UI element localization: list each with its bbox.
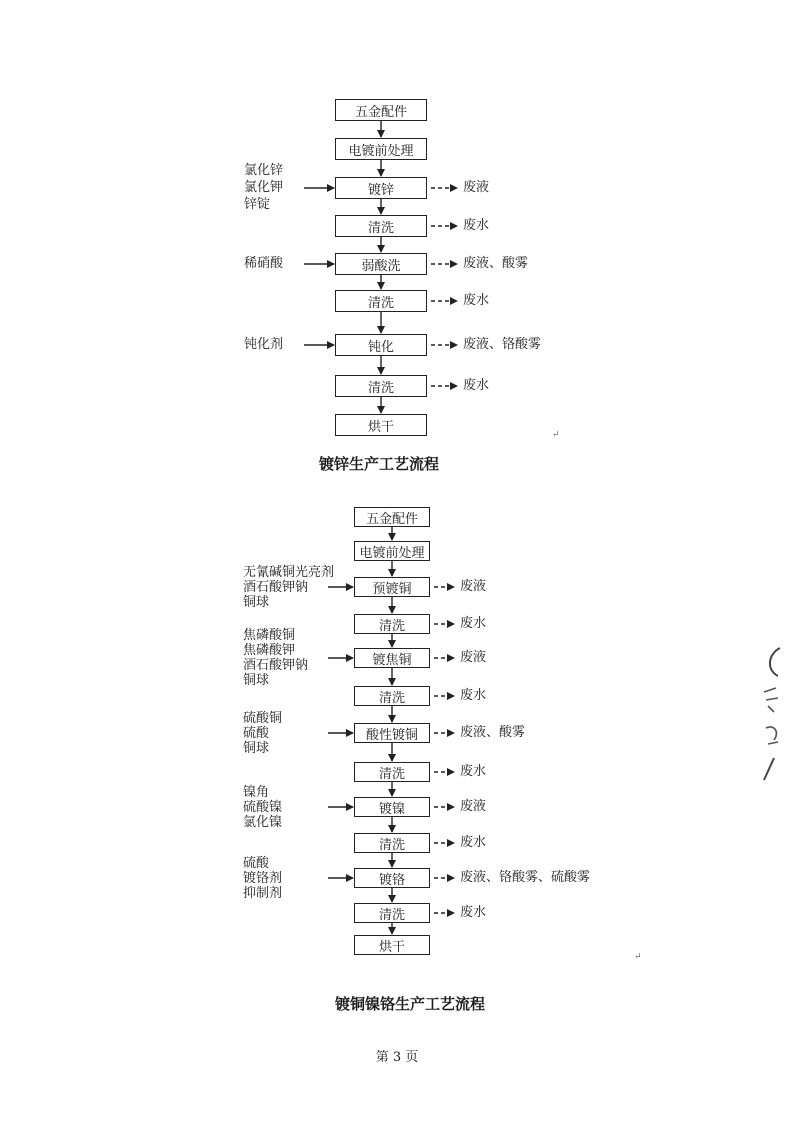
process-step-box	[335, 177, 427, 199]
process-step-box	[354, 507, 430, 527]
output-label: 废液	[460, 799, 487, 814]
process-step-label: 钝化	[367, 339, 394, 355]
scan-edge-stamp-fragment	[756, 640, 788, 790]
process-step-label: 镀镍	[378, 801, 405, 817]
output-label: 废液	[460, 579, 487, 594]
output-label: 废水	[463, 218, 490, 233]
page-number: 第 3 页	[375, 1050, 419, 1065]
input-material-item: 铜球	[243, 673, 270, 688]
input-materials	[243, 856, 282, 901]
input-materials	[243, 565, 334, 610]
process-step-label: 清洗	[378, 837, 405, 853]
input-material-item: 氯化锌	[244, 162, 284, 178]
process-step-label: 清洗	[367, 220, 394, 236]
output-label: 废液、酸雾	[460, 725, 526, 740]
process-step-box	[335, 138, 427, 160]
input-material-item: 焦磷酸铜	[243, 628, 296, 643]
process-step-box	[354, 935, 430, 955]
input-material-item: 硫酸	[243, 725, 270, 741]
process-step-box	[335, 290, 427, 312]
process-step-label: 酸性镀铜	[365, 727, 418, 743]
input-material-item: 稀硝酸	[244, 255, 284, 271]
process-step-box	[354, 797, 430, 817]
process-step-box	[354, 762, 430, 782]
process-step-box	[354, 868, 430, 888]
output-label: 废水	[460, 616, 487, 631]
input-material-item: 镀铬剂	[243, 870, 283, 886]
process-step-box	[354, 723, 430, 743]
output-label: 废水	[463, 378, 490, 393]
output-label: 废水	[460, 835, 487, 850]
process-step-label: 电镀前处理	[359, 545, 425, 561]
output-label: 废水	[463, 293, 490, 308]
output-label: 废水	[460, 688, 487, 703]
input-materials	[244, 337, 283, 354]
process-step-box	[335, 375, 427, 397]
process-step-label: 镀焦铜	[372, 652, 412, 668]
process-step-box	[335, 334, 427, 356]
input-material-item: 镍角	[243, 784, 270, 800]
process-step-label: 烘干	[367, 419, 394, 435]
process-step-box	[354, 833, 430, 853]
process-step-box	[335, 215, 427, 237]
output-label: 废液、铬酸雾、硫酸雾	[460, 870, 591, 885]
process-step-label: 清洗	[378, 618, 405, 634]
process-step-label: 清洗	[367, 295, 394, 311]
input-material-item: 无氰碱铜光亮剂	[243, 564, 335, 580]
input-materials	[243, 711, 282, 756]
scan-artifact-mark: ↵	[634, 952, 642, 962]
process-step-label: 镀锌	[367, 182, 394, 198]
process-step-label: 预镀铜	[372, 581, 412, 597]
copper-nickel-chrome-process-caption: 镀铜镍铬生产工艺流程	[334, 995, 486, 1013]
output-label: 废液	[463, 180, 490, 195]
process-step-box	[335, 253, 427, 275]
process-step-label: 五金配件	[354, 104, 407, 120]
process-step-label: 清洗	[378, 907, 405, 923]
input-material-item: 氯化钾	[244, 179, 284, 195]
output-label: 废液	[460, 650, 487, 665]
process-step-label: 镀铬	[378, 872, 405, 888]
input-material-item: 铜球	[243, 740, 270, 756]
process-step-box	[335, 99, 427, 121]
scan-artifact-mark: ↵	[552, 430, 560, 440]
process-step-box	[354, 614, 430, 634]
input-materials	[244, 163, 283, 214]
process-step-label: 电镀前处理	[348, 143, 414, 159]
process-step-box	[354, 686, 430, 706]
input-material-item: 硫酸	[243, 855, 270, 871]
input-material-item: 铜球	[243, 594, 270, 610]
output-label: 废液、铬酸雾	[463, 337, 542, 352]
input-material-item: 硫酸铜	[243, 710, 283, 726]
process-step-label: 五金配件	[365, 511, 418, 527]
zinc-process-caption: 镀锌生产工艺流程	[318, 455, 440, 473]
output-label: 废水	[460, 764, 487, 779]
process-step-label: 烘干	[378, 939, 405, 955]
input-material-item: 焦磷酸钾	[243, 643, 296, 658]
input-material-item: 抑制剂	[243, 885, 283, 901]
input-materials	[243, 785, 282, 830]
process-step-box	[354, 903, 430, 923]
output-label: 废液、酸雾	[463, 256, 529, 271]
input-material-item: 氯化镍	[243, 814, 283, 830]
process-step-box	[354, 648, 430, 668]
input-material-item: 硫酸镍	[243, 799, 283, 815]
input-materials	[243, 628, 308, 688]
input-material-item: 钝化剂	[244, 336, 284, 352]
process-step-label: 清洗	[378, 690, 405, 706]
input-material-item: 锌锭	[244, 196, 271, 212]
output-label: 废水	[460, 905, 487, 920]
process-step-label: 弱酸洗	[361, 258, 401, 274]
process-step-box	[354, 577, 430, 597]
process-step-label: 清洗	[367, 380, 394, 396]
input-materials	[244, 256, 283, 273]
process-step-label: 清洗	[378, 766, 405, 782]
input-material-item: 酒石酸钾钠	[243, 579, 309, 595]
process-step-box	[335, 414, 427, 436]
input-material-item: 酒石酸钾钠	[243, 658, 309, 673]
process-step-box	[354, 541, 430, 561]
